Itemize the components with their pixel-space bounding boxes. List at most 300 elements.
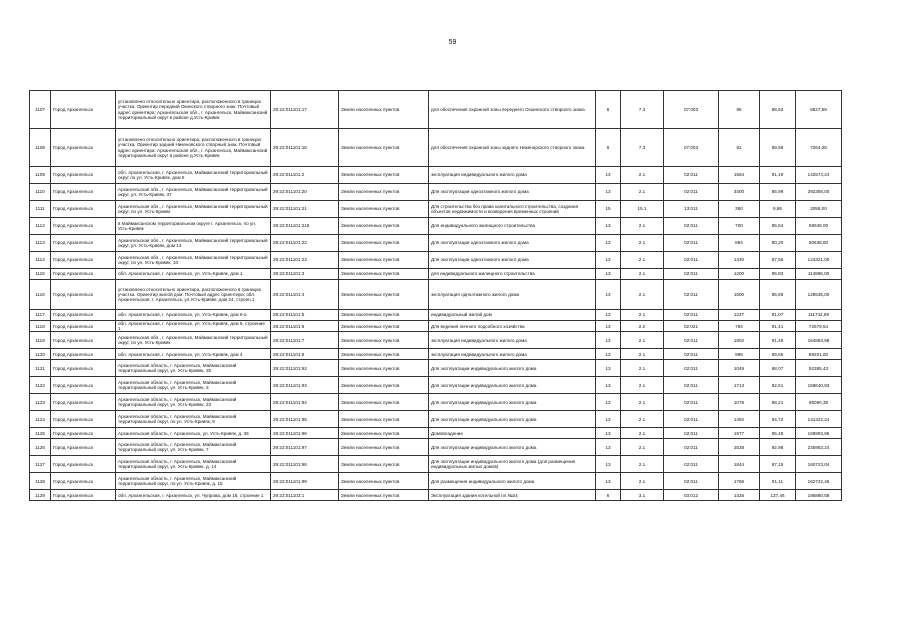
cell-permitted-use: эксплуатация индивидуального жилого дома xyxy=(429,349,596,360)
cell-address: обл. Архангельская, г. Архангельск, ул. Усть-Кривяк, дом 4 xyxy=(116,349,271,360)
cell-cadastral-number: 29:22:011101:17 xyxy=(271,91,339,129)
table-row xyxy=(30,129,842,167)
cell-permitted-use: Для эксплуатации одноэтажного жилого дома xyxy=(429,184,596,201)
cell-cadastral-number: 29:22:011101:2 xyxy=(271,167,339,184)
cell-subgroup-code: 2.1 xyxy=(621,360,664,377)
cell-group-code: 13 xyxy=(596,184,621,201)
cell-group-code: 13 xyxy=(596,456,621,473)
cell-specific-value: 87,55 xyxy=(760,252,796,269)
cell-row-number: 1123 xyxy=(30,394,51,411)
cell-municipality: Город Архангельск xyxy=(51,332,116,349)
cell-cadastral-number: 29:22:011101:6 xyxy=(271,321,339,332)
table-row xyxy=(30,310,842,321)
cell-subgroup-code: 7.3 xyxy=(621,91,664,129)
cell-municipality: Город Архангельск xyxy=(51,377,116,394)
cell-use-code: 02:011 xyxy=(664,394,719,411)
cell-address: Архангельская область, г. Архангельск, Маймаксанский территориальный округ, ул. Усть-Кривяк, 7 xyxy=(116,439,271,456)
cell-cadastral-value: 2058,00 xyxy=(796,201,842,218)
cell-municipality: Город Архангельск xyxy=(51,473,116,490)
cell-land-category: Земли населенных пунктов xyxy=(339,280,429,310)
page-number: 59 xyxy=(448,39,457,46)
cell-permitted-use: Для эксплуатации одноэтажного жилого дома xyxy=(429,235,596,252)
cell-specific-value: 9,86 xyxy=(760,201,796,218)
cell-cadastral-number: 29:22:011101:97 xyxy=(271,439,339,456)
cell-row-number: 1114 xyxy=(30,252,51,269)
cell-cadastral-value: 59948,00 xyxy=(796,218,842,235)
cell-area: 794 xyxy=(719,321,760,332)
cell-specific-value: 92,98 xyxy=(760,439,796,456)
cell-permitted-use: для обеспечения охранной зоны переднего Оскинского створного знака xyxy=(429,91,596,129)
cell-row-number: 1113 xyxy=(30,235,51,252)
cell-use-code: 07:003 xyxy=(664,129,719,167)
cell-subgroup-code: 3.1 xyxy=(621,490,664,501)
cell-group-code: 13 xyxy=(596,439,621,456)
cell-specific-value: 90,20 xyxy=(760,235,796,252)
cell-specific-value: 91,19 xyxy=(760,167,796,184)
cell-cadastral-number: 29:22:011101:20 xyxy=(271,184,339,201)
cell-use-code: 02:011 xyxy=(664,332,719,349)
table-row xyxy=(30,428,842,439)
cell-row-number: 1107 xyxy=(30,91,51,129)
cell-land-category: Земли населенных пунктов xyxy=(339,218,429,235)
cell-municipality: Город Архангельск xyxy=(51,91,116,129)
cell-specific-value: 88,21 xyxy=(760,394,796,411)
cell-area: 2538 xyxy=(719,439,760,456)
cell-group-code: 13 xyxy=(596,321,621,332)
cell-cadastral-number: 29:22:011101:4 xyxy=(271,280,339,310)
cell-row-number: 1120 xyxy=(30,349,51,360)
cell-land-category: Земли населенных пунктов xyxy=(339,332,429,349)
cell-specific-value: 89,68 xyxy=(760,129,796,167)
cell-row-number: 1116 xyxy=(30,280,51,310)
cell-area: 1078 xyxy=(719,394,760,411)
cell-permitted-use: Для эксплуатации индивидуального жилого дома xyxy=(429,411,596,428)
cell-use-code: 02:011 xyxy=(664,377,719,394)
cell-cadastral-number: 29:22:011101:92 xyxy=(271,360,339,377)
cell-permitted-use: эксплуатация одноэтажного жилого дома xyxy=(429,280,596,310)
cell-cadastral-value: 72579,54 xyxy=(796,321,842,332)
cell-specific-value: 88,07 xyxy=(760,360,796,377)
cell-specific-value: 94,72 xyxy=(760,411,796,428)
cell-land-category: Земли населенных пунктов xyxy=(339,310,429,321)
cell-subgroup-code: 2.1 xyxy=(621,280,664,310)
cell-cadastral-number: 29:22:011101:94 xyxy=(271,394,339,411)
cell-land-category: Земли населенных пунктов xyxy=(339,456,429,473)
cell-cadastral-number: 29:22:011101:23 xyxy=(271,252,339,269)
cell-land-category: Земли населенных пунктов xyxy=(339,91,429,129)
cell-land-category: Земли населенных пунктов xyxy=(339,349,429,360)
cell-area: 1200 xyxy=(719,269,760,280)
cell-cadastral-number: 29:22:011101:22 xyxy=(271,235,339,252)
cell-subgroup-code: 2.1 xyxy=(621,252,664,269)
cell-use-code: 03:012 xyxy=(664,490,719,501)
cell-permitted-use: Для эксплуатации одноэтажного жилого дома xyxy=(429,252,596,269)
cell-address: установлено относительно ориентира, расположенного в границах участка. Ориентир задний Никеновского створный знак. Почтовый адрес ориентира: Архангельская обл., г. Архангельск, Маймаксанский территориальный округ в районе д.Усть-Кривяк xyxy=(116,129,271,167)
cell-group-code: 13 xyxy=(596,218,621,235)
cell-land-category: Земли населенных пунктов xyxy=(339,235,429,252)
cell-row-number: 1125 xyxy=(30,428,51,439)
cell-municipality: Город Архангельск xyxy=(51,360,116,377)
cell-subgroup-code: 2.2 xyxy=(621,321,664,332)
cell-land-category: Земли населенных пунктов xyxy=(339,490,429,501)
cell-land-category: Земли населенных пунктов xyxy=(339,439,429,456)
cell-subgroup-code: 2.1 xyxy=(621,269,664,280)
cell-specific-value: 85,99 xyxy=(760,184,796,201)
cell-permitted-use: Для ведения личного подсобного хозяйства xyxy=(429,321,596,332)
cell-land-category: Земли населенных пунктов xyxy=(339,473,429,490)
cell-permitted-use: Домовладение xyxy=(429,428,596,439)
cell-cadastral-value: 80638,80 xyxy=(796,235,842,252)
cell-subgroup-code: 2.1 xyxy=(621,184,664,201)
cell-address: Архангельская область, г. Архангельск, Маймаксанский территориальный округ, по ул. Усть-Кривяк, 9 xyxy=(116,411,271,428)
cell-area: 1049 xyxy=(719,360,760,377)
cell-use-code: 02:011 xyxy=(664,439,719,456)
cell-specific-value: 88,53 xyxy=(760,91,796,129)
cell-cadastral-value: 111742,89 xyxy=(796,310,842,321)
cell-address: Архангельская область, г. Архангельск, Маймаксанский территориальный округ, ул. Усть-Кривяк, 3 xyxy=(116,377,271,394)
cell-area: 700 xyxy=(719,218,760,235)
cell-municipality: Город Архангельск xyxy=(51,201,116,218)
table-row xyxy=(30,184,842,201)
cell-row-number: 1111 xyxy=(30,201,51,218)
cell-cadastral-value: 158640,93 xyxy=(796,377,842,394)
cell-permitted-use: Эксплуатация здания котельной пл.№24 xyxy=(429,490,596,501)
cell-specific-value: 85,64 xyxy=(760,218,796,235)
cell-row-number: 1117 xyxy=(30,310,51,321)
cell-row-number: 1112 xyxy=(30,218,51,235)
cell-cadastral-value: 235983,24 xyxy=(796,439,842,456)
cell-row-number: 1108 xyxy=(30,129,51,167)
cell-address: Архангельская обл., г. Архангельск, Маймаксанский территориальный округ, по ул. Усть-Кривяк xyxy=(116,332,271,349)
cell-specific-value: 85,48 xyxy=(760,428,796,439)
cell-address: Архангельская область, г. Архангельск, Маймаксанский территориальный округ, ул. Усть-Кривяк, 23 xyxy=(116,394,271,411)
cell-land-category: Земли населенных пунктов xyxy=(339,428,429,439)
cell-cadastral-value: 89201,60 xyxy=(796,349,842,360)
table-row xyxy=(30,349,842,360)
cell-address: обл. Архангельская, г. Архангельск, ул. Усть-Кривяк, дом 6, строение 1 xyxy=(116,321,271,332)
cell-cadastral-number: 29:22:011101:98 xyxy=(271,456,339,473)
cell-subgroup-code: 2.1 xyxy=(621,428,664,439)
cell-municipality: Город Архангельск xyxy=(51,218,116,235)
cell-cadastral-value: 292356,00 xyxy=(796,184,842,201)
cell-area: 1977 xyxy=(719,428,760,439)
cell-group-code: 13 xyxy=(596,349,621,360)
cell-use-code: 02:011 xyxy=(664,235,719,252)
cell-subgroup-code: 7.3 xyxy=(621,129,664,167)
cell-address: Архангельская область, г. Архангельск, Маймаксанский территориальный округ, ул. Усть-Кривяк, 25 xyxy=(116,360,271,377)
cell-use-code: 02:011 xyxy=(664,310,719,321)
cell-municipality: Город Архангельск xyxy=(51,439,116,456)
cell-cadastral-value: 7264,08 xyxy=(796,129,842,167)
cell-use-code: 02:011 xyxy=(664,184,719,201)
cell-cadastral-value: 162722,46 xyxy=(796,473,842,490)
cell-subgroup-code: 2.1 xyxy=(621,473,664,490)
cell-use-code: 02:011 xyxy=(664,280,719,310)
cell-specific-value: 91,41 xyxy=(760,321,796,332)
cell-specific-value: 91,07 xyxy=(760,310,796,321)
cell-land-category: Земли населенных пунктов xyxy=(339,377,429,394)
cell-row-number: 1126 xyxy=(30,439,51,456)
cell-area: 1492 xyxy=(719,411,760,428)
table-row xyxy=(30,201,842,218)
cell-area: 1425 xyxy=(719,490,760,501)
cell-cadastral-number: 29:22:011101:96 xyxy=(271,428,339,439)
table-row xyxy=(30,490,842,501)
cell-cadastral-value: 92385,43 xyxy=(796,360,842,377)
cell-permitted-use: Для размещения индивидуального жилого дома xyxy=(429,473,596,490)
cell-use-code: 07:003 xyxy=(664,91,719,129)
cell-address: Архангельская обл., г. Архангельск, Маймаксанский территориальный округ, ул. Усть-Кривяк, дом 13 xyxy=(116,235,271,252)
cell-specific-value: 89,65 xyxy=(760,349,796,360)
table-row xyxy=(30,269,842,280)
cell-row-number: 1109 xyxy=(30,167,51,184)
cell-group-code: 13 xyxy=(596,235,621,252)
cell-cadastral-number: 29:22:011101:218 xyxy=(271,218,339,235)
cell-municipality: Город Архангельск xyxy=(51,394,116,411)
cell-row-number: 1127 xyxy=(30,456,51,473)
table-row xyxy=(30,411,842,428)
cell-cadastral-value: 195880,58 xyxy=(796,490,842,501)
cell-cadastral-number: 29:22:011103:1 xyxy=(271,490,339,501)
cell-land-category: Земли населенных пунктов xyxy=(339,252,429,269)
cell-specific-value: 87,15 xyxy=(760,456,796,473)
cell-land-category: Земли населенных пунктов xyxy=(339,167,429,184)
cell-cadastral-value: 124321,00 xyxy=(796,252,842,269)
cell-municipality: Город Архангельск xyxy=(51,349,116,360)
cell-area: 995 xyxy=(719,349,760,360)
cell-group-code: 15 xyxy=(596,201,621,218)
cell-permitted-use: Для эксплуатации индивидуального жилого дома xyxy=(429,360,596,377)
cell-use-code: 02:011 xyxy=(664,360,719,377)
cell-municipality: Город Архангельск xyxy=(51,235,116,252)
cell-address: обл. Архангельская, г. Архангельск, ул. Чупрова, дом 16, строение 1 xyxy=(116,490,271,501)
cell-land-category: Земли населенных пунктов xyxy=(339,129,429,167)
cell-cadastral-value: 128535,00 xyxy=(796,280,842,310)
cell-address: в Маймаксанском территориальном округе г. Архангельск, по ул. Усть-Кривяк xyxy=(116,218,271,235)
cell-subgroup-code: 2.1 xyxy=(621,377,664,394)
cell-permitted-use: индивидуальный жилой дом xyxy=(429,310,596,321)
table-row xyxy=(30,394,842,411)
cell-permitted-use: Для индивидуального жилищного строительства xyxy=(429,218,596,235)
cell-group-code: 13 xyxy=(596,377,621,394)
cell-area: 1430 xyxy=(719,252,760,269)
cell-row-number: 1121 xyxy=(30,360,51,377)
cell-use-code: 02:021 xyxy=(664,321,719,332)
cell-use-code: 02:011 xyxy=(664,456,719,473)
cell-municipality: Город Архангельск xyxy=(51,490,116,501)
table-row xyxy=(30,439,842,456)
cell-address: Архангельская обл., г. Архангельск, Маймаксанский территориальный округ, ул. Усть-Кривяк, 37 xyxy=(116,184,271,201)
cell-cadastral-value: 8527,68 xyxy=(796,91,842,129)
table-row xyxy=(30,252,842,269)
cell-group-code: 13 xyxy=(596,252,621,269)
cell-group-code: 13 xyxy=(596,332,621,349)
cell-use-code: 02:011 xyxy=(664,218,719,235)
cell-cadastral-number: 29:22:011101:7 xyxy=(271,332,339,349)
cell-area: 390 xyxy=(719,201,760,218)
table-row xyxy=(30,360,842,377)
cell-area: 96 xyxy=(719,91,760,129)
cell-use-code: 02:011 xyxy=(664,167,719,184)
cell-subgroup-code: 2.1 xyxy=(621,310,664,321)
cell-group-code: 13 xyxy=(596,269,621,280)
cell-use-code: 13:011 xyxy=(664,201,719,218)
cell-use-code: 02:011 xyxy=(664,473,719,490)
cell-permitted-use: эксплуатация индивидуального жилого дома xyxy=(429,332,596,349)
cell-area: 1500 xyxy=(719,280,760,310)
cell-cadastral-value: 141322,24 xyxy=(796,411,842,428)
cell-area: 1564 xyxy=(719,167,760,184)
cell-address: Архангельская область, г. Архангельск, Маймаксанский территориальный округ, ул. Усть-Кривяк, д. 14 xyxy=(116,456,271,473)
cell-subgroup-code: 2.1 xyxy=(621,332,664,349)
cell-group-code: 6 xyxy=(596,490,621,501)
cell-use-code: 02:011 xyxy=(664,252,719,269)
cell-municipality: Город Архангельск xyxy=(51,252,116,269)
cell-address: установлено относительно ориентира, расположенного в границах участка. Ориентир жилой дом. Почтовый адрес ориентира: обл. Архангельская, г. Архангельск, ул.Усть-Кривяк, дом 24, строен.1 xyxy=(116,280,271,310)
cell-row-number: 1119 xyxy=(30,332,51,349)
table-row xyxy=(30,332,842,349)
table-row xyxy=(30,377,842,394)
cell-area: 1227 xyxy=(719,310,760,321)
cell-subgroup-code: 2.1 xyxy=(621,411,664,428)
table-row xyxy=(30,321,842,332)
cell-use-code: 02:011 xyxy=(664,428,719,439)
cell-cadastral-number: 29:22:011101:93 xyxy=(271,377,339,394)
cell-subgroup-code: 2.1 xyxy=(621,456,664,473)
cell-group-code: 13 xyxy=(596,310,621,321)
cell-subgroup-code: 2.1 xyxy=(621,235,664,252)
cell-group-code: 13 xyxy=(596,360,621,377)
cell-area: 894 xyxy=(719,235,760,252)
cell-row-number: 1124 xyxy=(30,411,51,428)
cell-row-number: 1110 xyxy=(30,184,51,201)
cell-address: обл. Архангельская, г. Архангельск, ул. Усть-Кривяк, дом 6-а xyxy=(116,310,271,321)
cell-cadastral-value: 160723,04 xyxy=(796,456,842,473)
table-row xyxy=(30,91,842,129)
cell-subgroup-code: 2.1 xyxy=(621,167,664,184)
table-row xyxy=(30,473,842,490)
cell-permitted-use: Для эксплуатации индивидуального жилого дома xyxy=(429,394,596,411)
cell-group-code: 13 xyxy=(596,473,621,490)
cell-municipality: Город Архангельск xyxy=(51,269,116,280)
cell-area: 1844 xyxy=(719,456,760,473)
cell-area: 81 xyxy=(719,129,760,167)
table-row xyxy=(30,280,842,310)
cell-area: 1802 xyxy=(719,332,760,349)
cell-address: Архангельская область, г. Архангельск, ул. Усть-Кривяк, д. 36 xyxy=(116,428,271,439)
cell-cadastral-number: 29:22:011101:3 xyxy=(271,269,339,280)
land-plot-table xyxy=(29,90,842,501)
cell-cadastral-number: 29:22:011101:8 xyxy=(271,349,339,360)
cell-specific-value: 85,69 xyxy=(760,280,796,310)
cell-municipality: Город Архангельск xyxy=(51,184,116,201)
cell-municipality: Город Архангельск xyxy=(51,280,116,310)
cell-land-category: Земли населенных пунктов xyxy=(339,360,429,377)
table-row xyxy=(30,235,842,252)
cell-group-code: 13 xyxy=(596,167,621,184)
cell-land-category: Земли населенных пунктов xyxy=(339,394,429,411)
table-row xyxy=(30,456,842,473)
cell-cadastral-number: 29:22:011101:21 xyxy=(271,201,339,218)
cell-area: 1786 xyxy=(719,473,760,490)
cell-land-category: Земли населенных пунктов xyxy=(339,184,429,201)
cell-permitted-use: Для строительства без права капитального строительства, создания объектов недвижимости и возведения временных строений xyxy=(429,201,596,218)
cell-subgroup-code: 2.1 xyxy=(621,439,664,456)
cell-municipality: Город Архангельск xyxy=(51,456,116,473)
cell-cadastral-value: 142574,24 xyxy=(796,167,842,184)
cell-cadastral-number: 29:22:011101:95 xyxy=(271,411,339,428)
cell-row-number: 1118 xyxy=(30,321,51,332)
cell-group-code: 13 xyxy=(596,411,621,428)
cell-municipality: Город Архангельск xyxy=(51,428,116,439)
cell-specific-value: 95,83 xyxy=(760,269,796,280)
cell-cadastral-number: 29:22:011101:99 xyxy=(271,473,339,490)
table-body xyxy=(30,91,842,501)
cell-address: Архангельская обл., г. Архангельск, Маймаксанский территориальный округ, по ул. Усть-Кривяк, 10 xyxy=(116,252,271,269)
cell-permitted-use: Для эксплуатации индивидуального жилого дома xyxy=(429,377,596,394)
cell-land-category: Земли населенных пунктов xyxy=(339,269,429,280)
cell-specific-value: 92,61 xyxy=(760,377,796,394)
cell-use-code: 02:011 xyxy=(664,349,719,360)
cell-address: Архангельская обл., г. Архангельск, Маймаксанский территориальный округ, по ул. Усть-Кривяк xyxy=(116,201,271,218)
cell-group-code: 13 xyxy=(596,428,621,439)
cell-group-code: 6 xyxy=(596,129,621,167)
cell-row-number: 1128 xyxy=(30,473,51,490)
cell-cadastral-value: 95090,38 xyxy=(796,394,842,411)
cell-specific-value: 137,46 xyxy=(760,490,796,501)
cell-permitted-use: для индивидуального жилищного строительства xyxy=(429,269,596,280)
cell-address: Архангельская область, г. Архангельск, Маймаксанский территориальный округ, по ул. Усть-Кривяк, д. 15 xyxy=(116,473,271,490)
cell-subgroup-code: 15.1 xyxy=(621,201,664,218)
cell-area: 3400 xyxy=(719,184,760,201)
cell-permitted-use: для обеспечения охранной зоны заднего Никенорского створного знака xyxy=(429,129,596,167)
cell-address: обл. Архангельская, г. Архангельск, Маймаксанский территориальный округ по ул. Усть-Кривяк, дом 5 xyxy=(116,167,271,184)
cell-use-code: 02:011 xyxy=(664,411,719,428)
cell-land-category: Земли населенных пунктов xyxy=(339,321,429,332)
cell-permitted-use: эксплуатация индивидуального жилого дома xyxy=(429,167,596,184)
cell-area: 1713 xyxy=(719,377,760,394)
cell-municipality: Город Архангельск xyxy=(51,411,116,428)
cell-row-number: 1129 xyxy=(30,490,51,501)
table-row xyxy=(30,167,842,184)
cell-group-code: 6 xyxy=(596,91,621,129)
cell-row-number: 1122 xyxy=(30,377,51,394)
cell-address: обл. Архангельская, г. Архангельск, ул. Усть-Кривяк, дом 1 xyxy=(116,269,271,280)
cell-subgroup-code: 2.1 xyxy=(621,349,664,360)
cell-permitted-use: Для эксплуатации индивидуального жилого дома xyxy=(429,439,596,456)
cell-municipality: Город Архангельск xyxy=(51,167,116,184)
cell-subgroup-code: 2.1 xyxy=(621,394,664,411)
cell-group-code: 13 xyxy=(596,394,621,411)
cell-permitted-use: Для эксплуатации индивидуального жилого дома (для размещения индивидуальных жилых домов) xyxy=(429,456,596,473)
cell-specific-value: 91,11 xyxy=(760,473,796,490)
cell-group-code: 13 xyxy=(596,280,621,310)
cell-row-number: 1115 xyxy=(30,269,51,280)
cell-cadastral-value: 114996,00 xyxy=(796,269,842,280)
cell-cadastral-value: 168993,96 xyxy=(796,428,842,439)
cell-municipality: Город Архангельск xyxy=(51,310,116,321)
cell-cadastral-value: 164864,98 xyxy=(796,332,842,349)
cell-land-category: Земли населенных пунктов xyxy=(339,411,429,428)
cell-municipality: Город Архангельск xyxy=(51,321,116,332)
cell-use-code: 02:011 xyxy=(664,269,719,280)
cell-land-category: Земли населенных пунктов xyxy=(339,201,429,218)
cell-subgroup-code: 2.1 xyxy=(621,218,664,235)
table-row xyxy=(30,218,842,235)
cell-specific-value: 91,49 xyxy=(760,332,796,349)
cell-cadastral-number: 29:22:011101:18 xyxy=(271,129,339,167)
cell-municipality: Город Архангельск xyxy=(51,129,116,167)
